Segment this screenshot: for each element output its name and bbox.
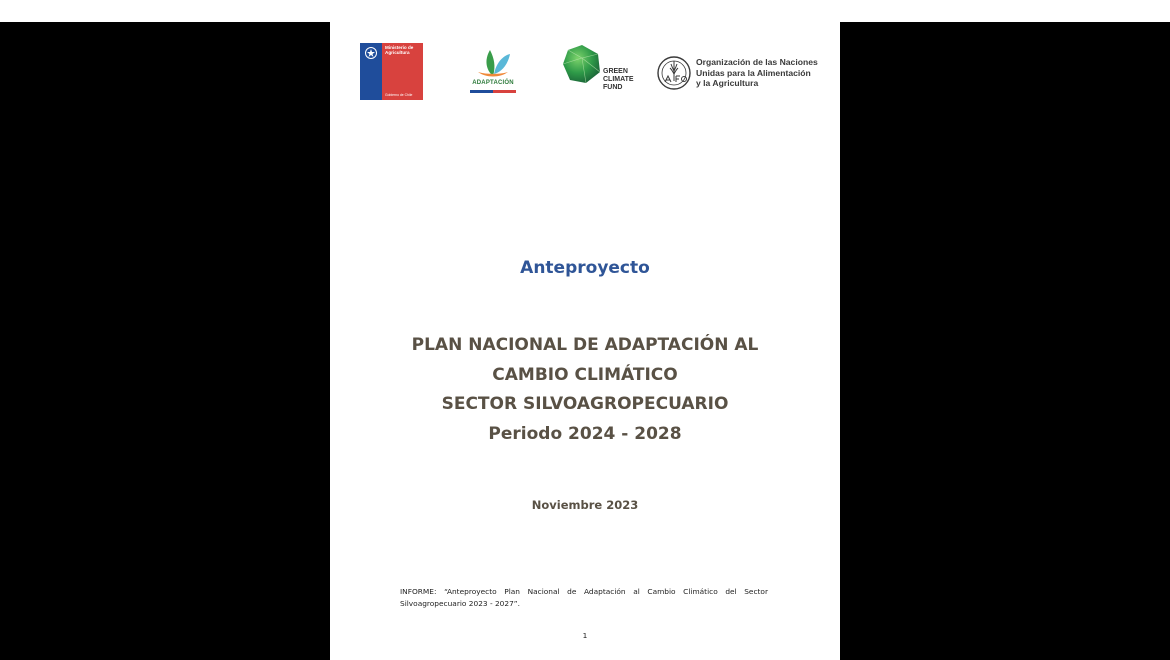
green-climate-fund-logo <box>562 44 642 94</box>
fao-logo <box>656 55 816 95</box>
minagri-line2: Agricultura <box>385 50 410 55</box>
minagri-line1: Ministerio de <box>385 45 414 50</box>
document-title <box>330 331 840 449</box>
adaptacion-logo <box>468 44 518 98</box>
title-line-4: Periodo 2024 - 2028 <box>488 423 682 444</box>
gcf-globe-icon <box>562 44 602 84</box>
chile-flag-stripe <box>470 90 516 93</box>
title-line-3: SECTOR SILVOAGROPECUARIO <box>441 394 729 414</box>
title-line-2: CAMBIO CLIMÁTICO <box>492 364 678 385</box>
adaptacion-word: ADAPTACIÓN <box>472 80 514 86</box>
informe-note: INFORME: “Anteproyecto Plan Nacional de Adaptación al Cambio Climático del Sector Silvoagropecuario 2023 - 2027”. <box>400 587 768 608</box>
fao-line1: Organización de las Naciones <box>696 57 818 67</box>
fao-emblem-icon <box>656 55 692 91</box>
gcf-line1: GREEN <box>603 68 628 75</box>
gcf-line2: CLIMATE <box>603 76 634 83</box>
fao-line3: y la Agricultura <box>696 78 759 88</box>
document-subtitle: Anteproyecto <box>520 258 650 278</box>
document-date: Noviembre 2023 <box>531 498 639 512</box>
page-number: 1 <box>582 631 588 640</box>
chile-coat-of-arms-icon <box>364 46 378 60</box>
document-page <box>330 22 840 660</box>
gcf-line3: FUND <box>603 84 623 91</box>
minagri-line3: Gobierno de Chile <box>385 93 413 97</box>
leaf-hand-icon <box>468 44 518 80</box>
fao-line2: Unidas para la Alimentación <box>696 67 811 78</box>
title-line-1: PLAN NACIONAL DE ADAPTACIÓN AL <box>411 335 759 355</box>
ministerio-agricultura-logo <box>360 43 423 100</box>
